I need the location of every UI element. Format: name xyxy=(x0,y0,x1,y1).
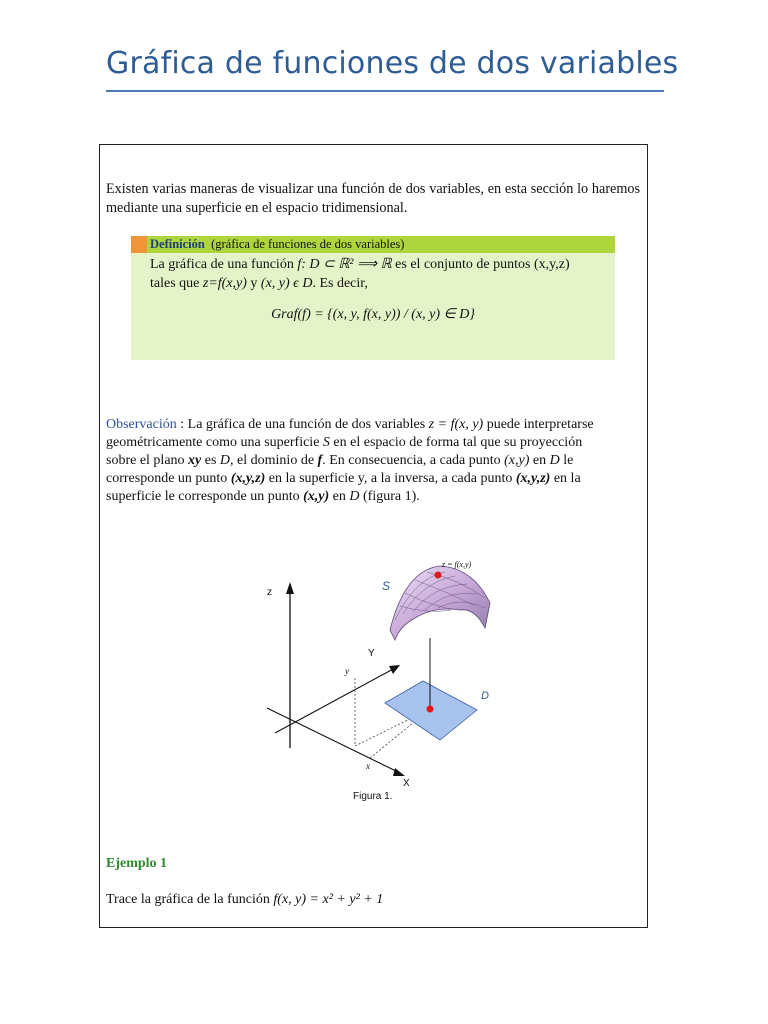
definition-line-1 xyxy=(150,255,613,274)
observation-text: en xyxy=(529,453,550,468)
domain-point xyxy=(427,706,434,713)
observation-math: D xyxy=(349,489,360,504)
x-axis-label: X xyxy=(403,778,410,789)
definition-text: . Es decir, xyxy=(312,276,368,291)
page-title: Gráfica de funciones de dos variables xyxy=(106,46,679,81)
x-axis-arrow xyxy=(393,768,405,776)
observation-text: le corresponde un punto xyxy=(106,453,574,486)
observation-text: en el espacio de forma tal que su proyección sobre el plano xyxy=(106,435,583,468)
y-axis-arrow xyxy=(389,665,400,674)
y-axis-label: Y xyxy=(368,648,375,659)
observation-text: (figura 1). xyxy=(359,489,420,504)
observation-bold: (x,y,z) xyxy=(515,471,551,486)
definition-text: tales que xyxy=(150,276,200,291)
x-axis-line xyxy=(267,708,400,773)
example-prompt: Trace la gráfica de la función xyxy=(106,892,274,907)
z-axis-arrow xyxy=(286,582,294,594)
observation-math: S xyxy=(322,435,330,450)
observation-paragraph xyxy=(106,416,616,506)
observation-label: Observación xyxy=(106,417,177,432)
definition-text: es el conjunto de puntos (x,y,z) xyxy=(395,257,570,272)
observation-text: : La gráfica de una función de dos variables xyxy=(176,417,429,432)
definition-text: La gráfica de una función xyxy=(150,257,294,272)
definition-subtitle: (gráfica de funciones de dos variables) xyxy=(211,237,405,251)
example-math: f(x, y) = x² + y² + 1 xyxy=(273,892,384,907)
figure-1 xyxy=(255,548,505,810)
title-underline xyxy=(106,90,664,92)
definition-marker xyxy=(131,236,147,253)
observation-math: (x,y) xyxy=(504,453,530,468)
observation-text: en la superficie le corresponde un punto xyxy=(106,471,581,504)
definition-math: f: D ⊂ ℝ² ⟹ ℝ xyxy=(297,257,392,272)
x-small-label: x xyxy=(366,761,370,771)
surface-point xyxy=(435,572,442,579)
example-title: Ejemplo 1 xyxy=(106,856,168,871)
observation-bold: (x,y) xyxy=(303,489,330,504)
domain-label: D xyxy=(481,690,489,702)
definition-text: y xyxy=(250,276,258,291)
definition-formula: Graf(f) = {(x, y, f(x, y)) / (x, y) ∈ D} xyxy=(271,307,475,322)
observation-bold: xy xyxy=(188,453,202,468)
observation-bold: f xyxy=(317,453,323,468)
observation-math: D xyxy=(549,453,560,468)
observation-text: en la superficie y, a la inversa, a cada punto xyxy=(265,471,516,486)
z-axis-label: z xyxy=(267,587,272,598)
observation-text: , el dominio de xyxy=(230,453,318,468)
figure-svg xyxy=(255,548,505,810)
figure-caption: Figura 1. xyxy=(353,791,393,802)
intro-paragraph: Existen varias maneras de visualizar una función de dos variables, en esta sección lo haremos mediante una superficie en el espacio tridimensional. xyxy=(106,181,640,216)
observation-text: en xyxy=(329,489,350,504)
definition-header xyxy=(150,236,404,253)
definition-math: (x, y) ϵ D xyxy=(260,276,313,291)
observation-bold: (x,y,z) xyxy=(230,471,266,486)
point-label: z = f(x,y) xyxy=(442,560,472,569)
definition-math: z=f(x,y) xyxy=(202,276,247,291)
y-axis-line xyxy=(275,668,395,733)
observation-text: . En consecuencia, a cada punto xyxy=(322,453,505,468)
observation-math: z = f(x, y) xyxy=(428,417,484,432)
observation-text: puede interpretarse geométricamente como una superficie xyxy=(106,417,594,450)
observation-math: D xyxy=(219,453,231,468)
definition-box xyxy=(131,236,615,360)
y-small-label: y xyxy=(345,666,349,676)
example-text xyxy=(106,892,383,908)
definition-label: Definición xyxy=(150,237,205,251)
observation-text: es xyxy=(201,453,220,468)
definition-line-2 xyxy=(150,274,368,293)
surface-label: S xyxy=(382,579,391,593)
